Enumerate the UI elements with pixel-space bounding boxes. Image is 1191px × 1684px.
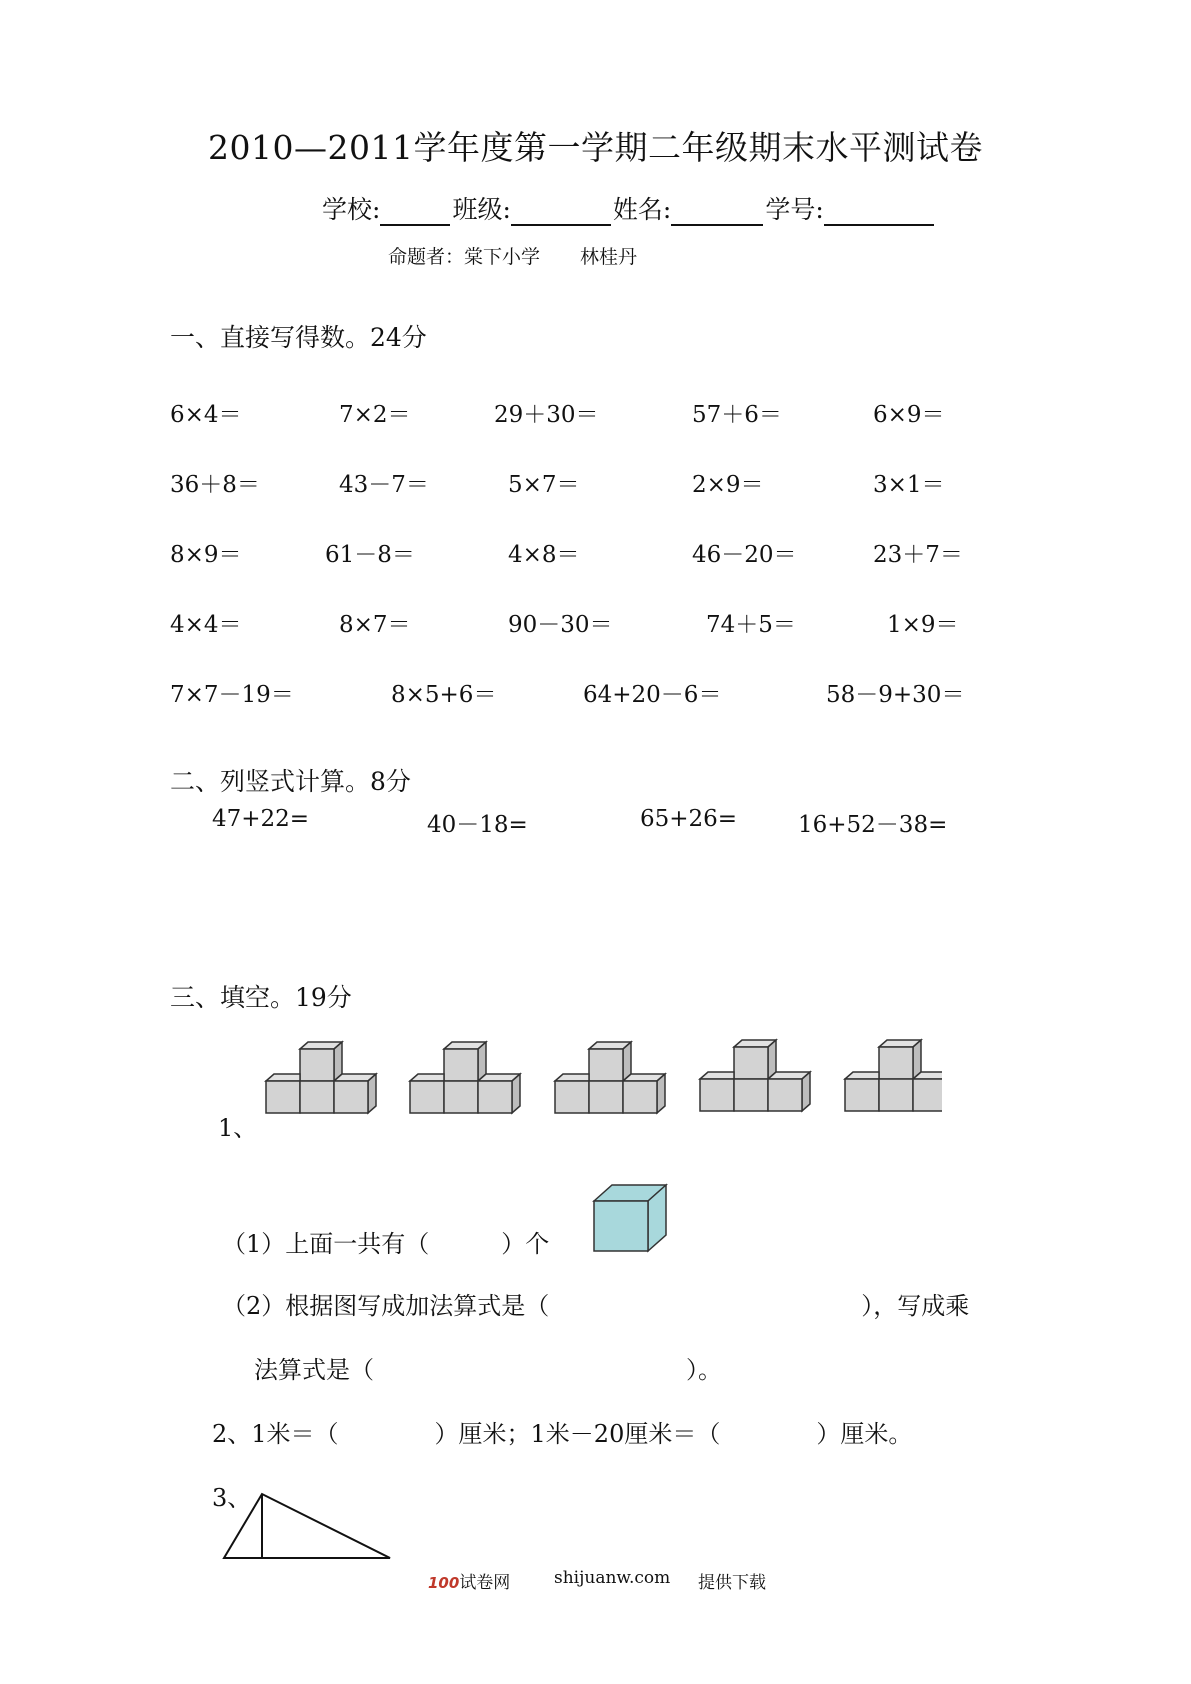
q1-label: 1、 — [218, 1114, 258, 1142]
footer-logo — [428, 1568, 510, 1593]
section3-heading: 三、填空。19分 — [170, 983, 352, 1012]
author-label: 命题者：棠下小学 — [388, 246, 541, 268]
school-label: 学校: — [322, 195, 381, 224]
problem: 36＋8＝ — [170, 472, 260, 498]
name-blank — [671, 198, 763, 226]
author-line — [388, 242, 637, 269]
problem: 46－20＝ — [692, 542, 797, 568]
problem: 90－30＝ — [508, 612, 613, 638]
problem: 64+20－6＝ — [583, 682, 722, 708]
problem: 29＋30＝ — [494, 402, 599, 428]
cube-front-face — [594, 1201, 648, 1251]
problem: 43－7＝ — [339, 472, 429, 498]
footer-url: shijuanw.com — [554, 1568, 671, 1588]
single-cube-icon — [590, 1183, 670, 1255]
vertical-problem: 16+52－38= — [798, 812, 948, 838]
vertical-problem: 47+22= — [212, 806, 310, 832]
cube-stack — [845, 1040, 942, 1111]
problem: 58－9+30＝ — [826, 682, 965, 708]
cube-stacks-figure — [262, 1035, 942, 1125]
problem: 1×9＝ — [887, 612, 959, 638]
school-blank — [380, 198, 450, 226]
q1-sub2b: 法算式是（ ）。 — [254, 1356, 722, 1384]
triangle-figure — [222, 1490, 392, 1562]
page-title: 2010—2011学年度第一学期二年级期末水平测试卷 — [208, 128, 983, 167]
q2-text: 2、1米＝（ ）厘米；1米－20厘米＝（ ）厘米。 — [212, 1420, 913, 1448]
problem: 8×5+6＝ — [391, 682, 497, 708]
problem: 8×7＝ — [339, 612, 411, 638]
cube-stack — [266, 1042, 376, 1113]
problem: 74＋5＝ — [706, 612, 796, 638]
problem: 6×4＝ — [170, 402, 242, 428]
cube-stack — [555, 1042, 665, 1113]
site-logo-number: 100 — [428, 1574, 460, 1592]
section2-heading: 二、列竖式计算。8分 — [170, 767, 411, 796]
problem: 61－8＝ — [325, 542, 415, 568]
q1-sub1: （1）上面一共有（ ）个 — [222, 1230, 550, 1258]
class-blank — [511, 198, 611, 226]
problem: 23＋7＝ — [873, 542, 963, 568]
name-label: 姓名: — [612, 195, 672, 224]
vertical-problem: 65+26= — [640, 806, 738, 832]
author-name: 林桂丹 — [580, 246, 638, 268]
problem: 4×4＝ — [170, 612, 242, 638]
number-label: 学号: — [765, 195, 824, 224]
site-name: 试卷网 — [459, 1573, 511, 1593]
problem: 6×9＝ — [873, 402, 945, 428]
q1-sub2a: （2）根据图写成加法算式是（ ），写成乘 — [222, 1292, 970, 1320]
cube-stack — [410, 1042, 520, 1113]
problem: 7×2＝ — [339, 402, 411, 428]
class-label: 班级: — [452, 195, 511, 224]
problem: 7×7－19＝ — [170, 682, 294, 708]
section1-heading: 一、直接写得数。24分 — [170, 323, 427, 352]
number-blank — [824, 198, 934, 226]
problem: 5×7＝ — [508, 472, 580, 498]
problem: 3×1＝ — [873, 472, 945, 498]
problem: 8×9＝ — [170, 542, 242, 568]
footer-download: 提供下载 — [698, 1573, 766, 1593]
vertical-problem: 40－18= — [427, 812, 528, 838]
student-info-line — [322, 190, 936, 226]
problem: 57＋6＝ — [692, 402, 782, 428]
problem: 4×8＝ — [508, 542, 580, 568]
q3-label: 3、 — [212, 1484, 252, 1512]
problem: 2×9＝ — [692, 472, 764, 498]
cube-stack — [700, 1040, 810, 1111]
